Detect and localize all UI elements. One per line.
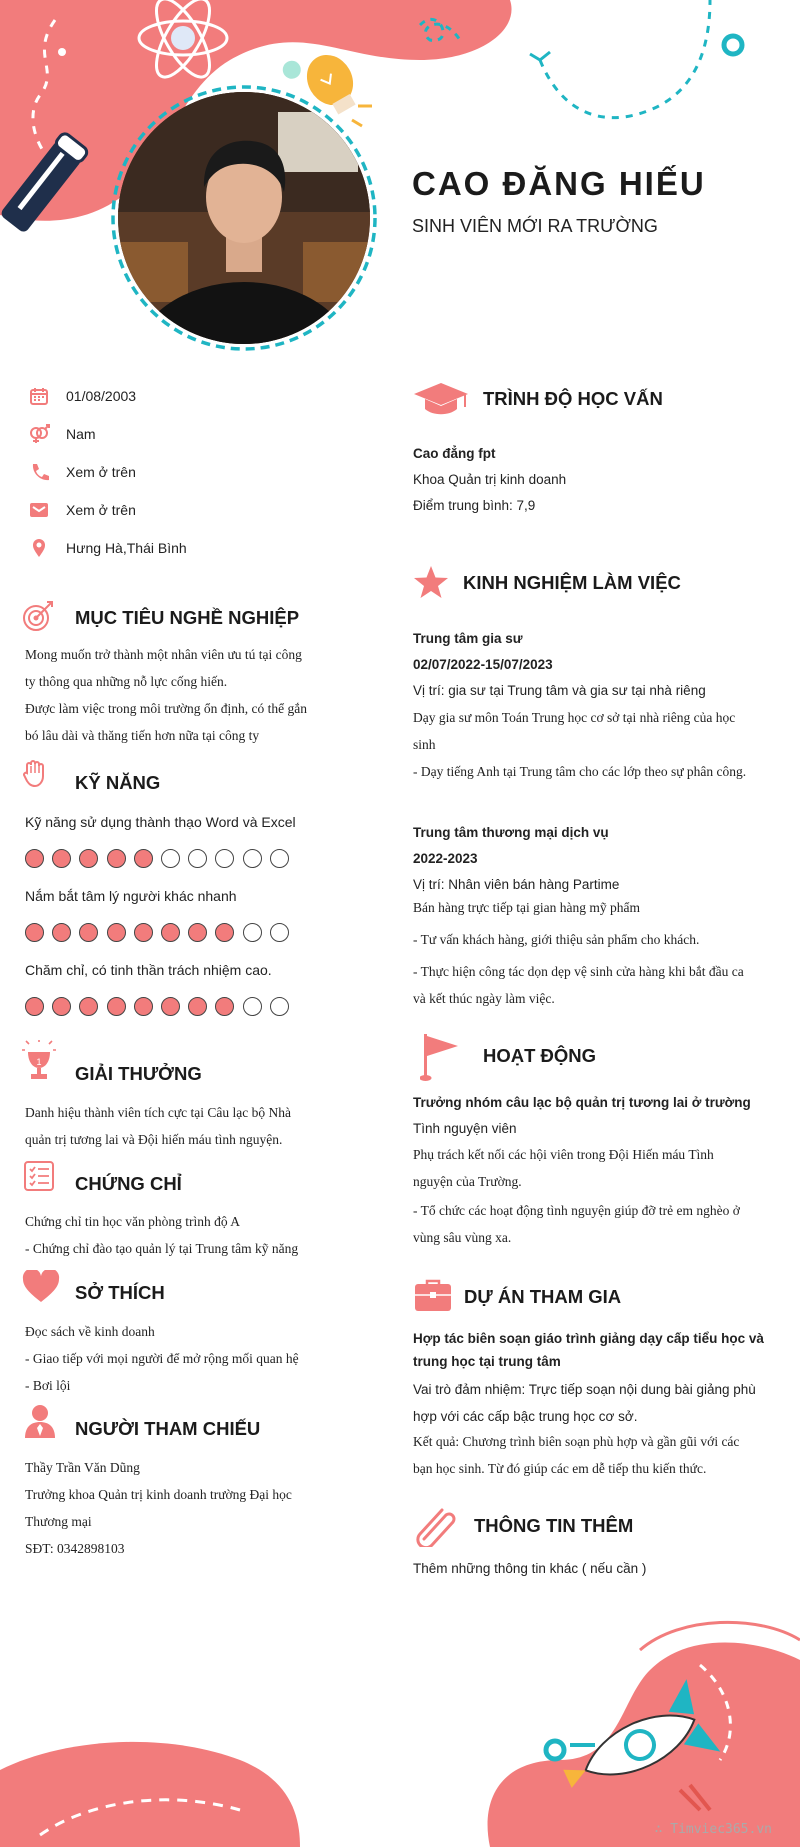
rating-dot-filled (79, 849, 98, 868)
project-name: Hợp tác biên soạn giáo trình giảng dạy cấp tiểu học và trung học tại trung tâm (413, 1331, 764, 1369)
person-icon (25, 1404, 55, 1438)
hand-icon (23, 759, 47, 789)
job-desc: - Tư vấn khách hàng, giới thiệu sản phẩm cho khách. (413, 932, 700, 947)
activities-desc: Phụ trách kết nối các hội viên trong Đội Hiến máu Tình nguyện của Trường. (413, 1147, 714, 1189)
rating-dot-filled (161, 997, 180, 1016)
briefcase-icon (414, 1278, 452, 1312)
education-school: Cao đẳng fpt (413, 446, 496, 461)
project-result: Kết quả: Chương trình biên soạn phù hợp và gần gũi với các bạn học sinh. Từ đó giúp các em dễ tiếp thu kiến thức. (413, 1434, 740, 1476)
rating-dot-filled (79, 923, 98, 942)
rating-dot-empty (243, 997, 262, 1016)
job-company: Trung tâm gia sư (413, 631, 523, 646)
education-text (413, 441, 773, 519)
rating-dot-filled (52, 923, 71, 942)
rating-dot-filled (107, 923, 126, 942)
rating-dot-empty (188, 849, 207, 868)
phone-icon (28, 461, 50, 483)
awards-title: GIẢI THƯỞNG (75, 1063, 202, 1084)
contact-address (28, 535, 187, 561)
objective-title: MỤC TIÊU NGHỀ NGHIỆP (75, 607, 300, 628)
activities-org: Trưởng nhóm câu lạc bộ quản trị tương lai ở trường (413, 1095, 751, 1110)
activities-title: HOẠT ĐỘNG (483, 1045, 597, 1066)
certificates-text: Chứng chỉ tin học văn phòng trình độ A - Chứng chỉ đào tạo quản lý tại Trung tâm kỹ năng (25, 1214, 299, 1256)
awards-text: Danh hiệu thành viên tích cực tại Câu lạc bộ Nhà quản trị tương lai và Đội hiến máu tình nguyện. (25, 1105, 291, 1147)
job-desc: - Dạy tiếng Anh tại Trung tâm cho các lớp theo sự phân công. (413, 764, 747, 779)
profile-photo (118, 92, 370, 344)
paperclip-icon (416, 1505, 460, 1547)
rating-dot-empty (243, 849, 262, 868)
skill-rating (25, 923, 289, 942)
skills-title: KỸ NĂNG (75, 772, 161, 793)
skill-label: Chăm chỉ, có tinh thần trách nhiệm cao. (25, 962, 272, 978)
rating-dot-empty (161, 849, 180, 868)
rating-dot-filled (134, 849, 153, 868)
job-period: 2022-2023 (413, 851, 478, 866)
rating-dot-filled (215, 923, 234, 942)
contact-birthday (28, 383, 136, 409)
job-company: Trung tâm thương mại dịch vụ (413, 825, 609, 840)
contact-phone (28, 459, 136, 485)
references-title: NGƯỜI THAM CHIẾU (75, 1418, 261, 1439)
email-icon (28, 499, 50, 521)
gender-icon (28, 423, 50, 445)
star-icon (413, 565, 449, 599)
hobbies-text: Đọc sách về kinh doanh - Giao tiếp với mọi người để mở rộng mối quan hệ - Bơi lội (25, 1324, 299, 1393)
contact-email (28, 497, 136, 523)
candidate-role: SINH VIÊN MỚI RA TRƯỜNG (412, 216, 658, 236)
education-title: TRÌNH ĐỘ HỌC VẤN (483, 388, 663, 409)
address-text: Hưng Hà,Thái Bình (66, 540, 187, 556)
gender-text: Nam (66, 426, 96, 442)
rating-dot-filled (215, 997, 234, 1016)
location-pin-icon (28, 537, 50, 559)
rating-dot-filled (79, 997, 98, 1016)
rating-dot-filled (52, 849, 71, 868)
phone-text: Xem ở trên (66, 464, 136, 480)
target-icon (22, 598, 56, 632)
job-position: Vị trí: gia sư tại Trung tâm và gia sư tại nhà riêng (413, 683, 706, 698)
birthday-text: 01/08/2003 (66, 388, 137, 404)
job-period: 02/07/2022-15/07/2023 (413, 657, 553, 672)
rating-dot-filled (161, 923, 180, 942)
job-position: Vị trí: Nhân viên bán hàng Partime (413, 877, 620, 892)
heart-icon (22, 1270, 60, 1304)
trophy-icon (22, 1040, 56, 1084)
job-desc: Bán hàng trực tiếp tại gian hàng mỹ phẩm (413, 900, 641, 915)
certificates-title: CHỨNG CHỈ (75, 1173, 182, 1194)
rating-dot-filled (134, 923, 153, 942)
activities-desc: - Tổ chức các hoạt động tình nguyện giúp đỡ trẻ em nghèo ở vùng sâu vùng xa. (413, 1203, 740, 1245)
education-gpa: Điểm trung bình: 7,9 (413, 498, 536, 513)
job-desc: - Thực hiện công tác dọn dẹp vệ sinh cửa hàng khi bắt đầu ca và kết thúc ngày làm việc. (413, 964, 744, 1006)
rating-dot-filled (188, 923, 207, 942)
skill-label: Kỹ năng sử dụng thành thạo Word và Excel (25, 814, 296, 830)
rating-dot-empty (243, 923, 262, 942)
email-text: Xem ở trên (66, 502, 136, 518)
hobbies-title: SỞ THÍCH (75, 1282, 165, 1303)
activities-entry (413, 1090, 773, 1142)
calendar-icon (28, 385, 50, 407)
contact-gender (28, 421, 96, 447)
certificate-icon (23, 1160, 55, 1192)
flag-icon (420, 1032, 460, 1082)
job-entry (413, 626, 773, 704)
project-role: Vai trò đảm nhiệm: Trực tiếp soạn nội dung bài giảng phù hợp với các cấp bậc trung học cơ sở. (413, 1382, 756, 1424)
rating-dot-empty (270, 923, 289, 942)
rating-dot-filled (134, 997, 153, 1016)
skill-rating (25, 849, 289, 868)
footer-brand: ∴ Timviec365.vn (654, 1822, 772, 1837)
experience-title: KINH NGHIỆM LÀM VIỆC (463, 572, 681, 593)
rating-dot-filled (107, 997, 126, 1016)
objective-text: Mong muốn trở thành một nhân viên ưu tú tại công ty thông qua những nỗ lực cống hiến. Được làm việc trong môi trường ổn định, có thể gắn bó lâu dài và thăng tiến hơn nữa tại công ty (25, 647, 307, 743)
projects-title: DỰ ÁN THAM GIA (464, 1286, 622, 1307)
rating-dot-filled (188, 997, 207, 1016)
rating-dot-empty (270, 849, 289, 868)
references-text: Thầy Trần Văn Dũng Trưởng khoa Quản trị kinh doanh trường Đại học Thương mại SĐT: 0342898103 (25, 1460, 292, 1556)
extra-title: THÔNG TIN THÊM (474, 1515, 634, 1536)
rating-dot-empty (215, 849, 234, 868)
job-entry (413, 820, 773, 898)
activities-role: Tình nguyện viên (413, 1121, 517, 1136)
candidate-name: CAO ĐĂNG HIẾU (412, 165, 706, 202)
rating-dot-filled (25, 923, 44, 942)
rating-dot-filled (107, 849, 126, 868)
education-major: Khoa Quản trị kinh doanh (413, 472, 567, 487)
rating-dot-filled (52, 997, 71, 1016)
job-desc: Dạy gia sư môn Toán Trung học cơ sở tại nhà riêng của học sinh (413, 710, 736, 752)
svg-text:1: 1 (36, 1057, 42, 1067)
graduation-cap-icon (413, 382, 469, 418)
skill-rating (25, 997, 289, 1016)
rating-dot-empty (270, 997, 289, 1016)
rating-dot-filled (25, 997, 44, 1016)
rating-dot-filled (25, 849, 44, 868)
skill-label: Nắm bắt tâm lý người khác nhanh (25, 888, 237, 904)
extra-text: Thêm những thông tin khác ( nếu cần ) (413, 1561, 647, 1576)
